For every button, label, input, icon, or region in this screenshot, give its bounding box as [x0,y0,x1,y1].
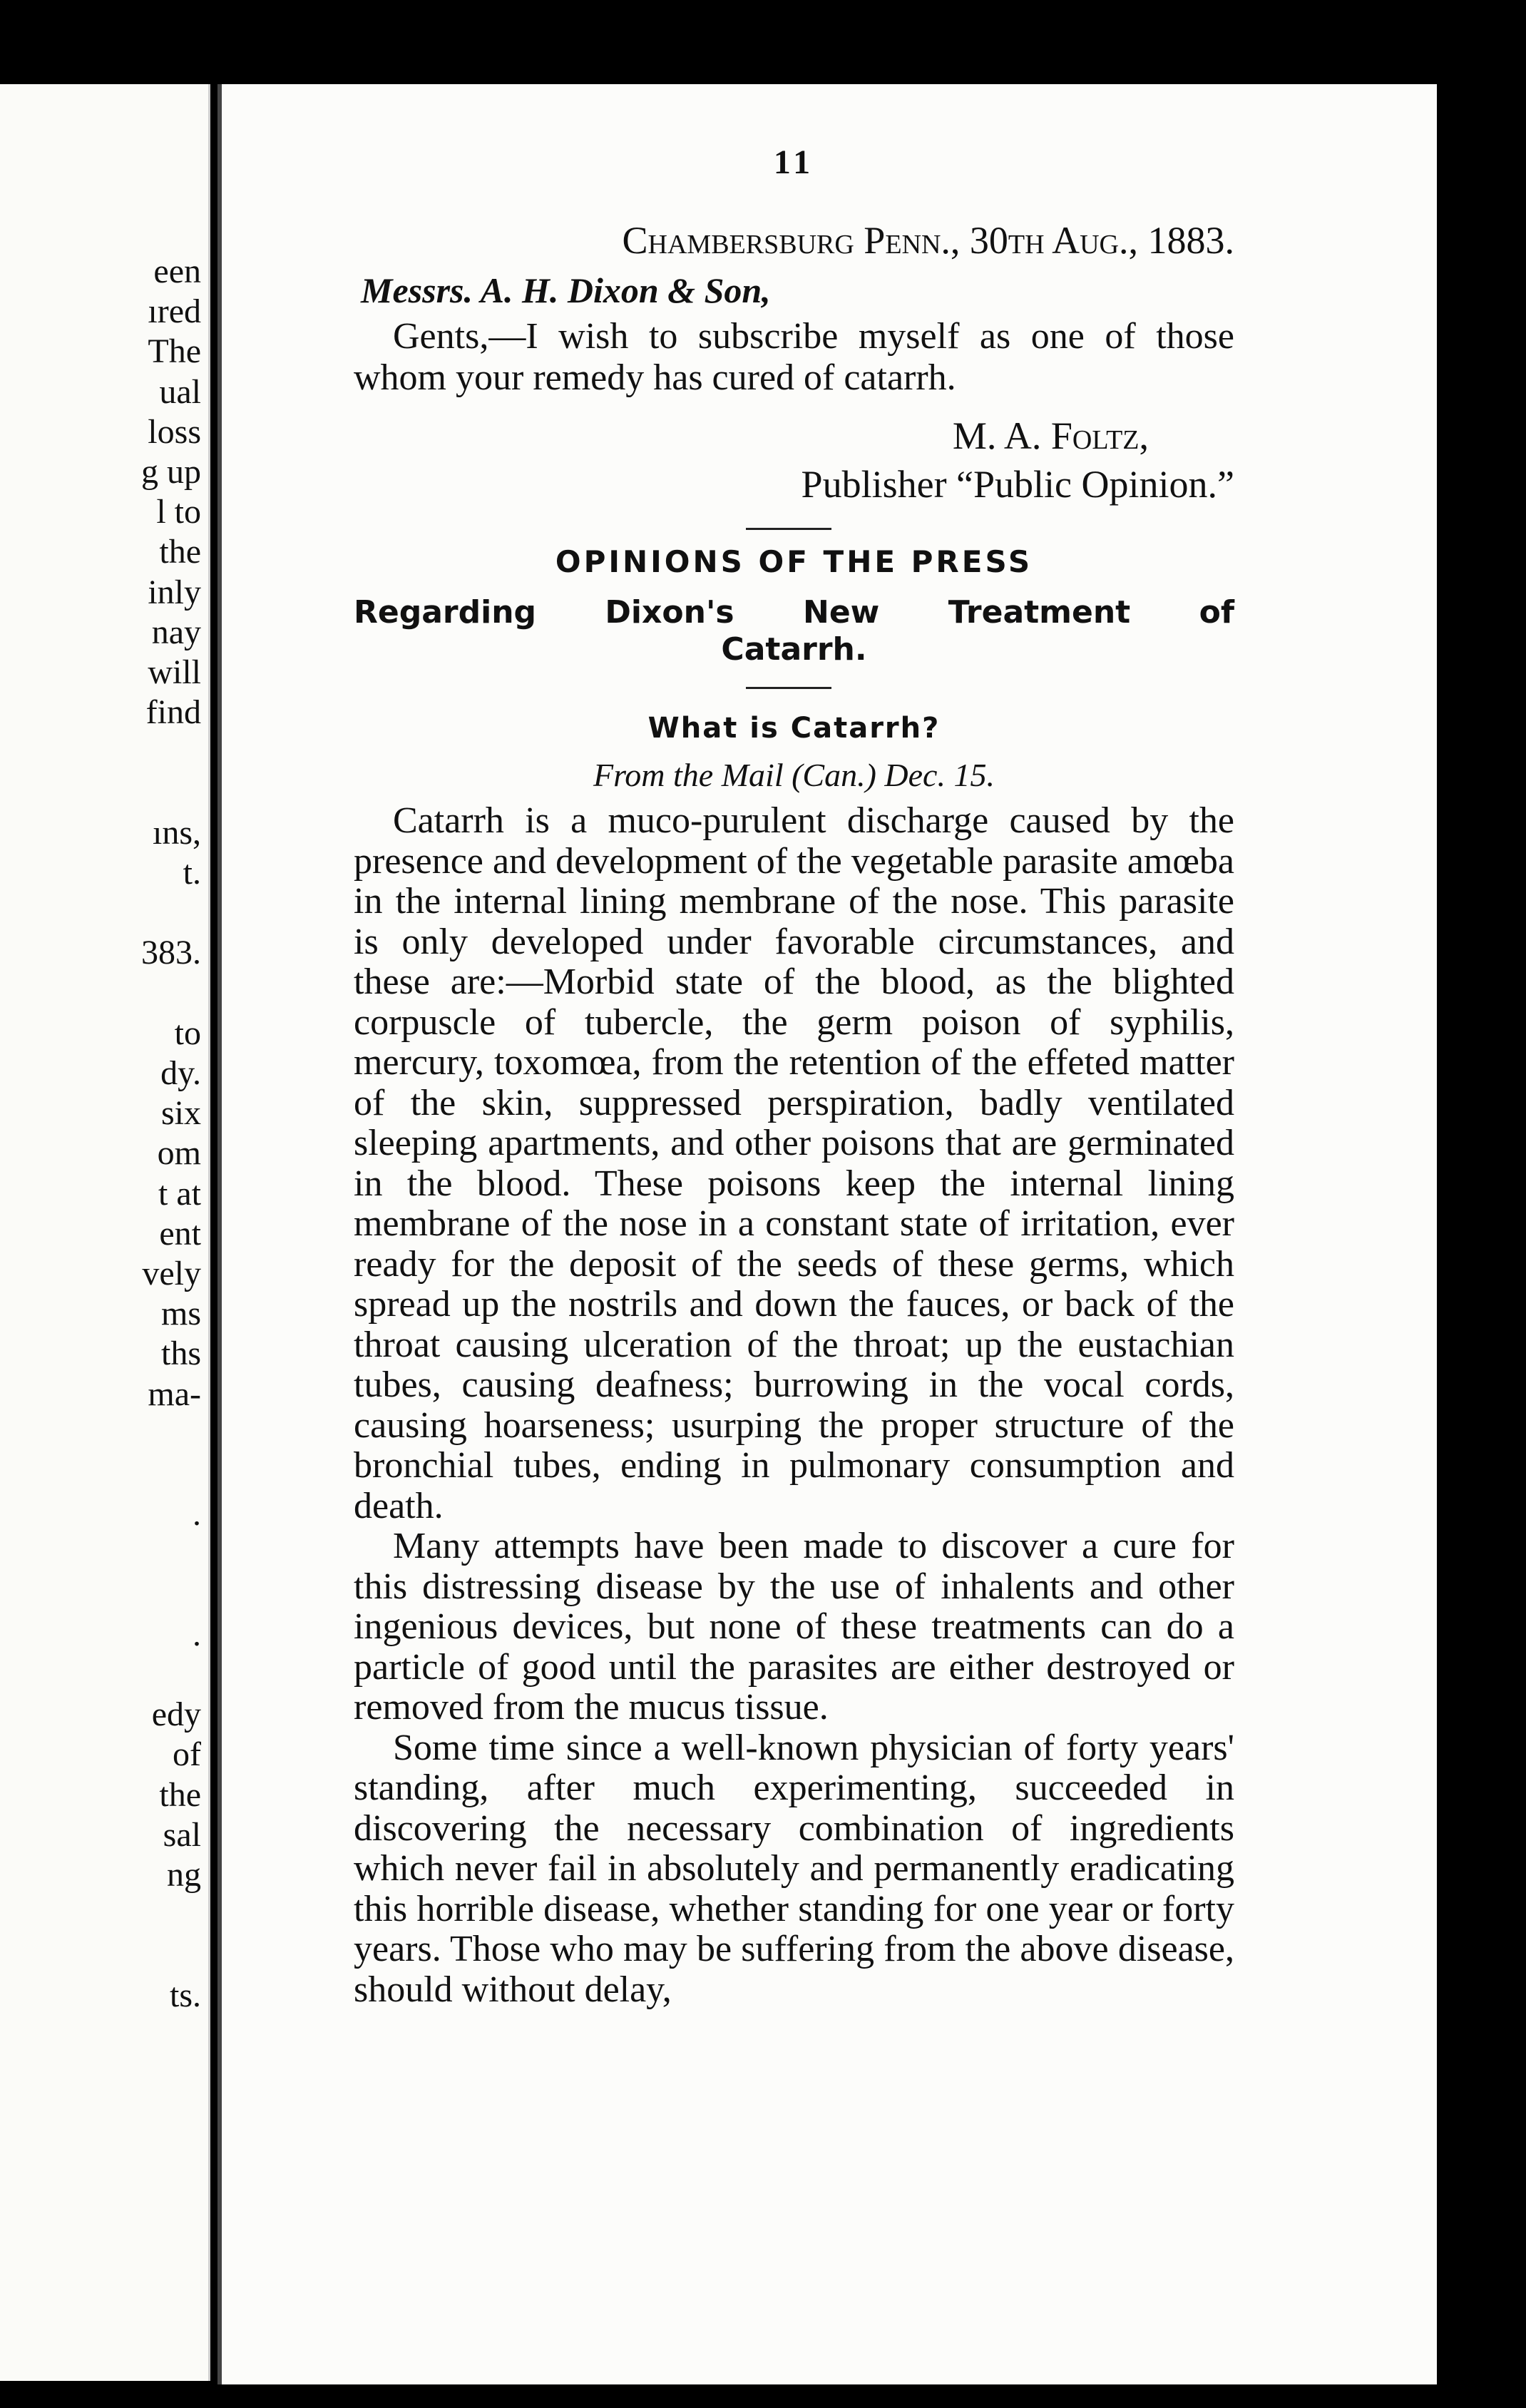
facing-page-text-fragment: ent [159,1214,201,1253]
facing-page-text-fragment: edy [151,1695,201,1734]
letter-dateline: Chambersburg Penn., 30th Aug., 1883. [622,219,1234,262]
press-subheading-word: of [1199,594,1234,631]
facing-page-text-fragment: l to [156,493,201,531]
facing-page-text-fragment: ng [167,1856,201,1894]
section-divider [746,687,831,689]
facing-page-text-fragment: loss [148,412,201,451]
facing-page-text-fragment: . [193,1495,201,1534]
facing-page-text-fragment: the [159,533,201,571]
facing-page-text-fragment: dy. [160,1054,201,1092]
page-number: 11 [773,143,815,181]
facing-page-text-fragment: ıred [148,292,201,331]
section-divider [746,528,831,530]
press-heading: OPINIONS OF THE PRESS [555,544,1033,579]
article-paragraph: Many attempts have been made to discover a cure for this distressing disease by the use of inhalents and other ingenious devices, but none of these treatments can do a particle of good until the parasites are either destroyed or removed from the mucus tissue. [354,1526,1234,1728]
facing-page-text-fragment: ms [160,1295,201,1333]
article-body [354,801,1234,2010]
facing-page-text-fragment: ıns, [152,813,201,852]
facing-page-text-fragment: ths [160,1335,201,1373]
article-source: From the Mail (Can.) Dec. 15. [593,757,995,793]
book-page [217,84,1437,2384]
facing-page-text-fragment: inly [148,573,201,611]
facing-page-text-fragment: g up [141,453,201,491]
facing-page-text-fragment: t. [183,854,201,892]
facing-page-text-fragment: The [148,332,201,371]
press-subheading-word: Regarding [354,594,537,631]
facing-page-text-fragment: find [145,693,201,732]
facing-page-text-fragment: to [174,1014,201,1052]
facing-page-text-fragment: will [148,653,201,691]
letter-signer-name: M. A. Foltz, [952,414,1149,457]
facing-page-text-fragment: of [173,1735,201,1774]
facing-page-text-fragment: ma- [148,1374,201,1413]
facing-page-fragment [0,84,210,2381]
facing-page-text-fragment: om [157,1134,201,1173]
facing-page-text-fragment: een [153,252,201,290]
facing-page-text-fragment: ual [159,372,201,411]
facing-page-text-fragment: 383. [141,934,201,972]
press-subheading-line1 [354,594,1234,631]
article-heading: What is Catarrh? [647,712,941,745]
press-subheading [354,594,1234,668]
facing-page-text-fragment: sal [163,1815,201,1854]
press-subheading-word: Treatment [948,594,1131,631]
facing-page-text-fragment: ts. [169,1976,201,2014]
facing-page-text-fragment: t at [158,1174,201,1213]
facing-page-text-fragment: vely [142,1255,201,1292]
press-subheading-word: New [803,594,880,631]
letter-signer-title: Publisher “Public Opinion.” [801,463,1234,506]
facing-page-text-fragment: nay [151,613,201,651]
facing-page-text-fragment: . [193,1615,201,1653]
facing-page-text-fragment: the [159,1775,201,1814]
letter-salutation: Messrs. A. H. Dixon & Son, [361,270,771,310]
article-paragraph: Catarrh is a muco-purulent discharge caused by the presence and development of the vegetable parasite amœba in the internal lining membrane of the nose. This parasite is only developed under favorable circumstances, and these are:—Morbid state of the blood, as the blighted corpuscle of tubercle, the germ poison of syphilis, mercury, toxomœa, from the retention of the effeted matter of the skin, suppressed perspiration, badly ventilated sleeping apartments, and other poisons that are germinated in the blood. These poisons keep the internal lining membrane of the nose in a constant state of irritation, ever ready for the deposit of the seeds of these germs, which spread up the nostrils and down the fauces, or back of the throat causing ulceration of the throat; up the eustachian tubes, causing deafness; burrowing in the vocal cords, causing hoarseness; usurping the proper structure of the bronchial tubes, ending in pulmonary consumption and death. [354,800,1234,1526]
press-subheading-word: Dixon's [605,594,734,631]
press-subheading-line2: Catarrh. [721,631,867,668]
letter-body: Gents,—I wish to subscribe myself as one of those whom your remedy has cured of catarrh. [354,316,1234,398]
article-paragraph: Some time since a well-known physician of forty years' standing, after much experimenting, succeeded in discovering the necessary combination of ingredients which never fail in absolutely and permanently eradicating this horrible disease, whether standing for one year or forty years. Those who may be suffering from the above disease, should without delay, [354,1727,1234,2010]
facing-page-text-fragment: six [160,1094,201,1133]
